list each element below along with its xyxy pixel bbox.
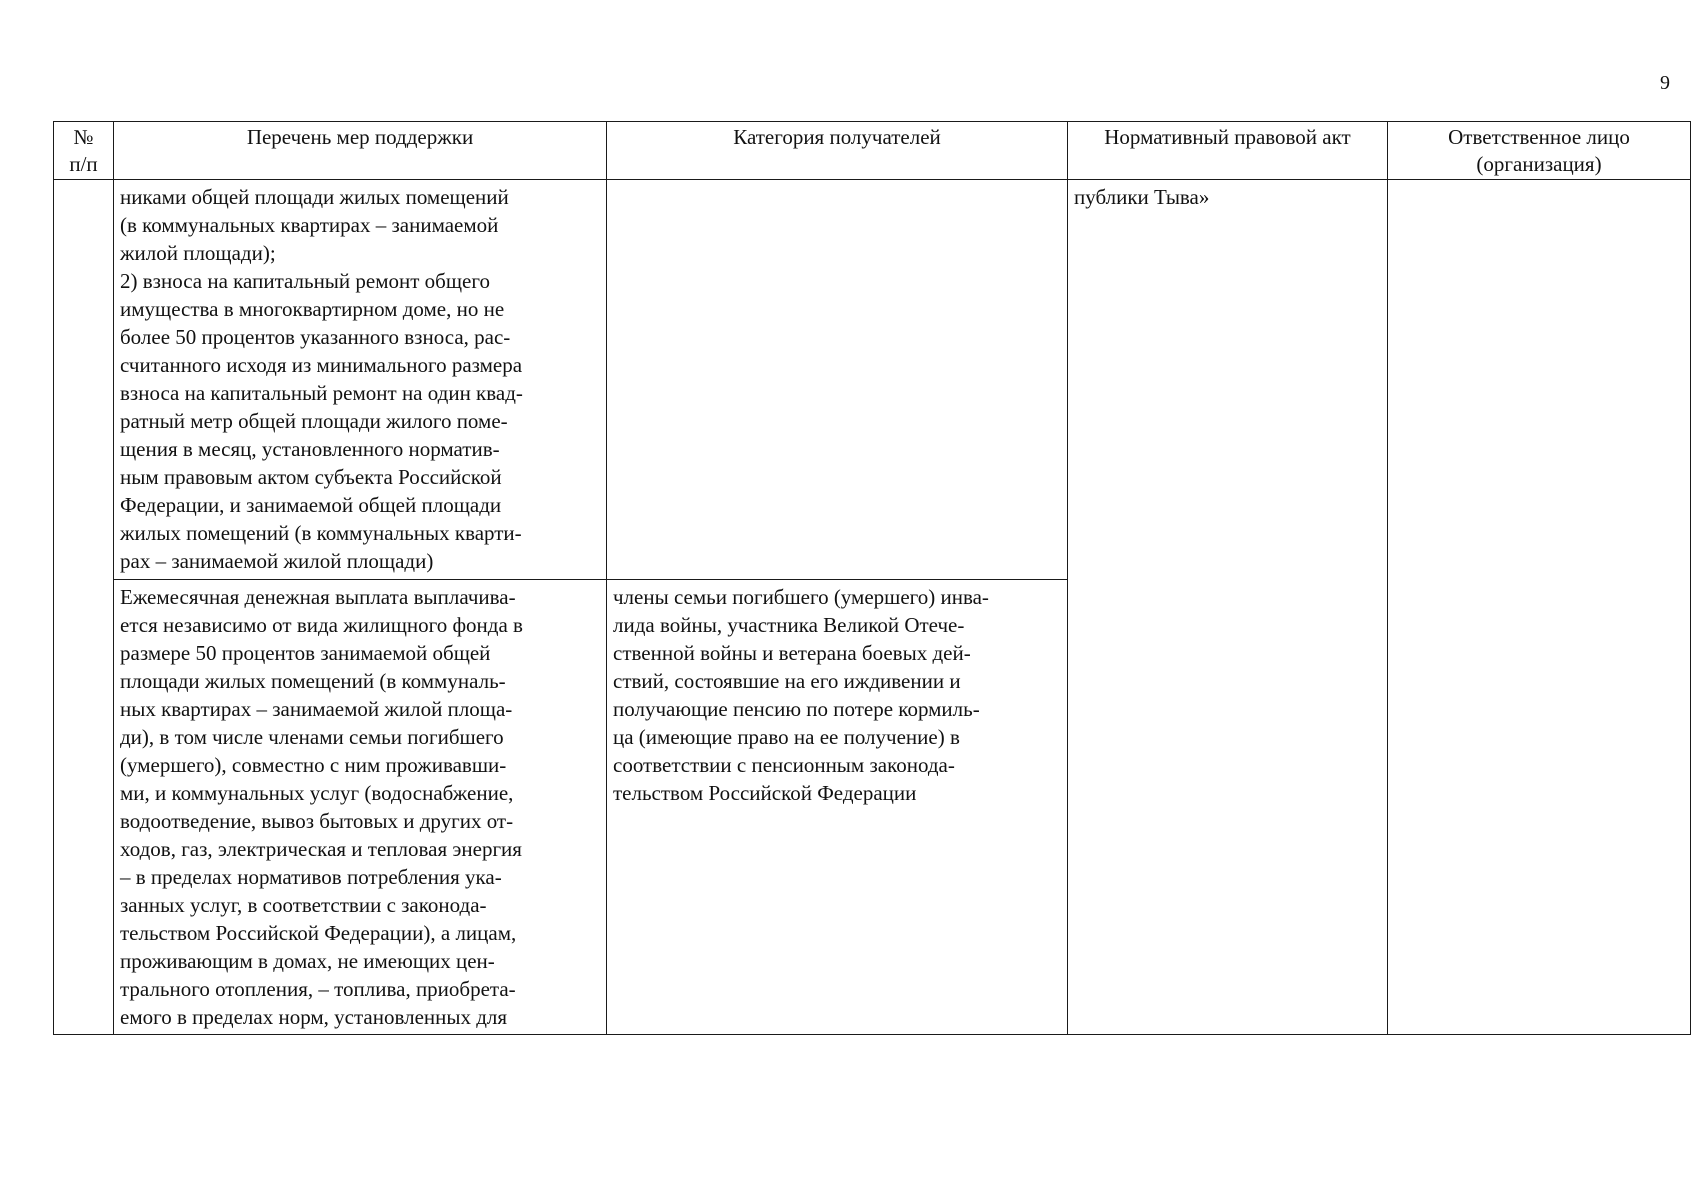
table-header-row <box>54 122 1691 180</box>
row-number-cell <box>54 180 114 1035</box>
support-measures-table <box>53 121 1691 1035</box>
header-legal-act: Нормативный правовой акт <box>1068 122 1388 180</box>
header-responsible: Ответственное лицо (организация) <box>1388 122 1691 180</box>
responsible-cell <box>1388 180 1691 1035</box>
header-measures: Перечень мер поддержки <box>114 122 607 180</box>
measures-cell: Ежемесячная денежная выплата выплачива- ется независимо от вида жилищного фонда в размере 50 процентов занимаемой общей площади жилых помещений (в коммуналь- ных квартирах – занимаемой жилой площа- ди), в том числе членами семьи погибшего (умершего), совместно с ним проживавши- ми, и коммунальных услуг (водоснабжение, водоотведение, вывоз бытовых и других от- ходов, газ, электрическая и тепловая энергия – в пределах нормативов потребления ука- занных услуг, в соответствии с законода- тельством Российской Федерации), а лицам, проживающим в домах, не имеющих цен- трального отопления, – топлива, приобрета- емого в пределах норм, установленных для <box>114 580 607 1035</box>
page-number: 9 <box>1660 72 1670 94</box>
header-recipients: Категория получателей <box>607 122 1068 180</box>
measures-cell: никами общей площади жилых помещений (в коммунальных квартирах – занимаемой жилой площади); 2) взноса на капитальный ремонт общего имущества в многоквартирном доме, но не более 50 процентов указанного взноса, рас- считанного исходя из минимального размера взноса на капитальный ремонт на один квад- ратный метр общей площади жилого поме- щения в месяц, установленного норматив- ным правовым актом субъекта Российской Федерации, и занимаемой общей площади жилых помещений (в коммунальных кварти- рах – занимаемой жилой площади) <box>114 180 607 580</box>
recipients-cell <box>607 180 1068 580</box>
header-number: № п/п <box>54 122 114 180</box>
legal-act-cell: публики Тыва» <box>1068 180 1388 1035</box>
table-row <box>54 180 1691 580</box>
recipients-cell: члены семьи погибшего (умершего) инва- лида войны, участника Великой Отече- ственной войны и ветерана боевых дей- ствий, состоявшие на его иждивении и получающие пенсию по потере кормиль- ца (имеющие право на ее получение) в соответствии с пенсионным законода- тельством Российской Федерации <box>607 580 1068 1035</box>
